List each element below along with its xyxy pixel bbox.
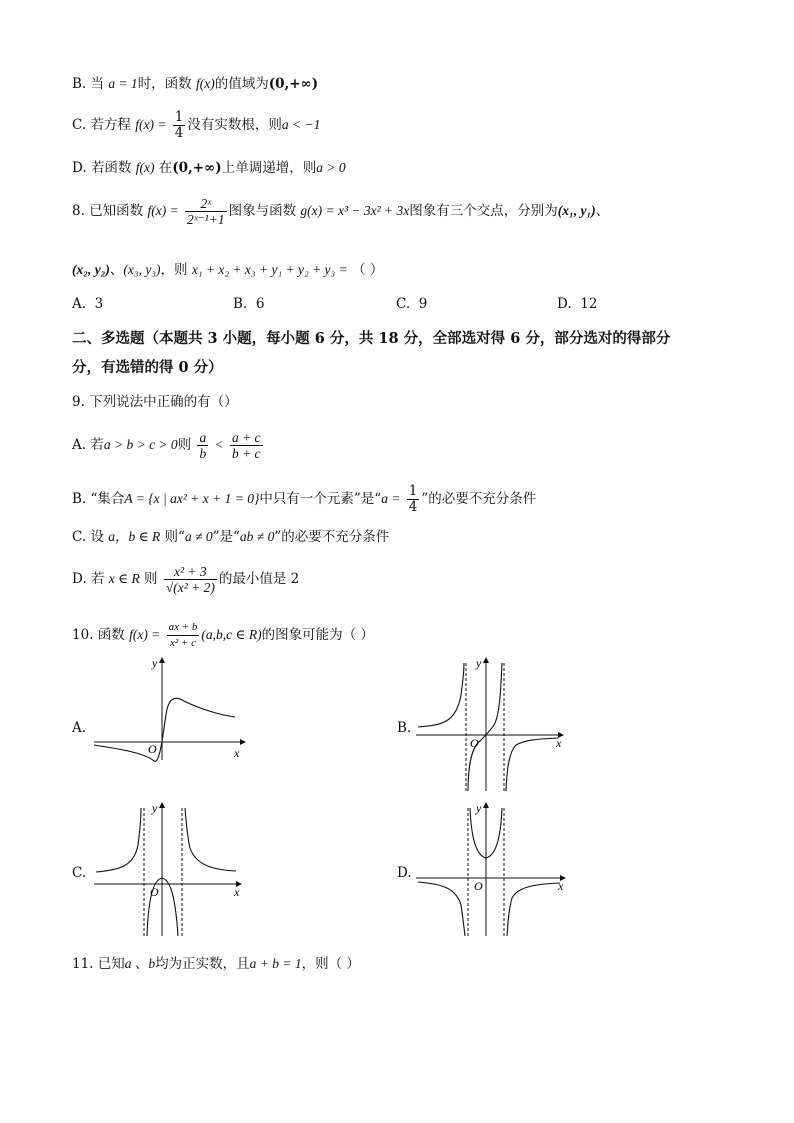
text: ，则 [160,262,188,278]
question-number: 10. [72,627,94,643]
fraction: $\frac{a + c}{b + c}$ [231,430,261,461]
svg-text:x: x [558,879,564,893]
q9-option-a: A. 若a > b > c > 0则 $\frac{a}{b}$ < $\frac{a + c}{b + c}$ [72,430,261,461]
fraction: $\frac{a}{b}$ [199,430,207,461]
option-label: D. [72,160,87,176]
text: 当 [90,76,105,92]
q8-option-d: D. 12 [557,296,598,312]
svg-text:y: y [152,656,158,670]
math-fx: f(x) [135,160,155,175]
graph-a [90,655,250,765]
graph-b [412,655,572,795]
graph-a-label: A. [72,720,87,736]
q8-option-a: A. 3 [72,296,104,312]
question-number: 11. [72,956,94,972]
q11-stem: 11. 已知a 、b均为正实数，且a + b = 1，则（ ） [72,956,360,972]
option-label: B. [72,76,87,92]
text: 时，函数 [137,76,192,92]
q8-option-b: B. 6 [233,296,265,312]
fraction: $\frac{\text{2ˣ}}{\text{2ˣ⁻¹+1}}$ [187,196,225,227]
text: 若函数 [90,160,132,176]
point-2: (x₂, y₂) [72,262,110,277]
graph-d [412,800,572,940]
range: (0,+∞) [268,76,319,92]
svg-text:y: y [476,801,482,815]
text: 的值域为 [214,76,269,92]
svg-text:O: O [150,885,159,899]
q9-stem [72,390,238,410]
set-expression: A = {x | ax² + x + 1 = 0} [124,491,260,506]
svg-text:x: x [556,736,562,750]
text: 上单调递增，则 [221,160,317,176]
question-number: 8. [72,203,85,219]
option-label: B. [72,491,87,507]
option-label: A. [72,437,87,453]
point-3: (x₃, y₃) [123,262,161,277]
q9-option-c: C. 设 a，b ∈ R 则“a ≠ 0”是“ab ≠ 0”的必要不充分条件 [72,529,390,545]
graph-d-label: D. [397,865,412,881]
text: 图象有三个交点，分别为 [409,203,558,219]
fraction: $\frac{1}{4}$ [174,109,184,141]
svg-text:O: O [474,879,483,893]
text: 若方程 [90,117,131,133]
q7-option-d [72,156,346,176]
text: 在 [158,160,173,176]
svg-text:y: y [476,656,482,670]
question-number: 9. [72,394,85,410]
text: 已知函数 [89,203,144,219]
answer-paren: （ ） [352,262,384,278]
condition: a > b > c > 0 [103,437,178,452]
q9-option-b: B. “集合A = {x | ax² + x + 1 = 0}中只有一个元素”是“a = $\frac{1}{4}$ ”的必要不充分条件 [72,483,537,515]
graph-b-label: B. [397,720,412,736]
svg-text:y: y [152,801,158,815]
math-a-eq-1: a = 1 [108,76,138,91]
q7-option-c [72,110,320,141]
option-label: C. [72,529,87,545]
math-fx: f(x) [195,76,215,91]
condition: a < −1 [281,117,321,132]
interval: (0,+∞) [172,160,222,176]
fraction: $\frac{1}{4}$ [408,483,418,515]
graph-c-label: C. [72,865,87,881]
condition: (a,b,c ∈ R) [201,627,262,642]
graph-c [90,800,250,940]
q8-stem: 8. 已知函数 f(x) = $\frac{\text{2ˣ}}{\text{2ˣ⁻¹+1}}$ 图象与函数 g(x) = x³ − 3x² + 3x图象有三个交点，分别为(x₁, y₁)、 [72,196,610,227]
option-label: D. [72,571,87,587]
fraction: $\frac{\text{x² + 3}}{\text{√(x² + 2)}}$ [165,564,215,595]
text: 没有实数根，则 [187,117,282,133]
math-fx-eq: f(x) = [147,203,179,218]
q8-stem-cont: (x₂, y₂)、(x₃, y₃)，则 x₁ + x₂ + x₃ + y₁ + y₂ + y₃ = （ ） [72,262,384,278]
sum-expression: x₁ + x₂ + x₃ + y₁ + y₂ + y₃ = [191,262,348,277]
svg-text:x: x [234,746,240,760]
question-text: 下列说法中正确的有（） [89,394,238,410]
svg-text:O: O [470,736,479,750]
q7-option-b [72,72,318,92]
text: 图象与函数 [228,203,297,219]
option-label: C. [72,117,87,133]
section-heading: 二、多选题（本题共 3 小题，每小题 6 分，共 18 分，全部选对得 6 分，部分选对的得部分 [72,330,671,347]
point-1: (x₁, y₁) [557,203,596,218]
math-gx: g(x) = x³ − 3x² + 3x [300,203,410,218]
svg-text:O: O [148,742,157,756]
q8-option-c: C. 9 [396,296,428,312]
svg-text:x: x [234,885,240,899]
condition: a > 0 [316,160,346,175]
math-fx-eq: f(x) = [135,117,167,132]
section-heading-cont: 分，有选错的得 0 分） [72,359,223,376]
q10-stem: 10. 函数 f(x) = $\frac{ax + b}{\text{x² + c}}$ (a,b,c ∈ R)的图象可能为（ ） [72,621,374,649]
fraction: $\frac{ax + b}{\text{x² + c}}$ [168,621,198,649]
q9-option-d: D. 若 x ∈ R 则 $\frac{\text{x² + 3}}{\text{√(x² + 2)}}$ 的最小值是 2 [72,564,300,595]
